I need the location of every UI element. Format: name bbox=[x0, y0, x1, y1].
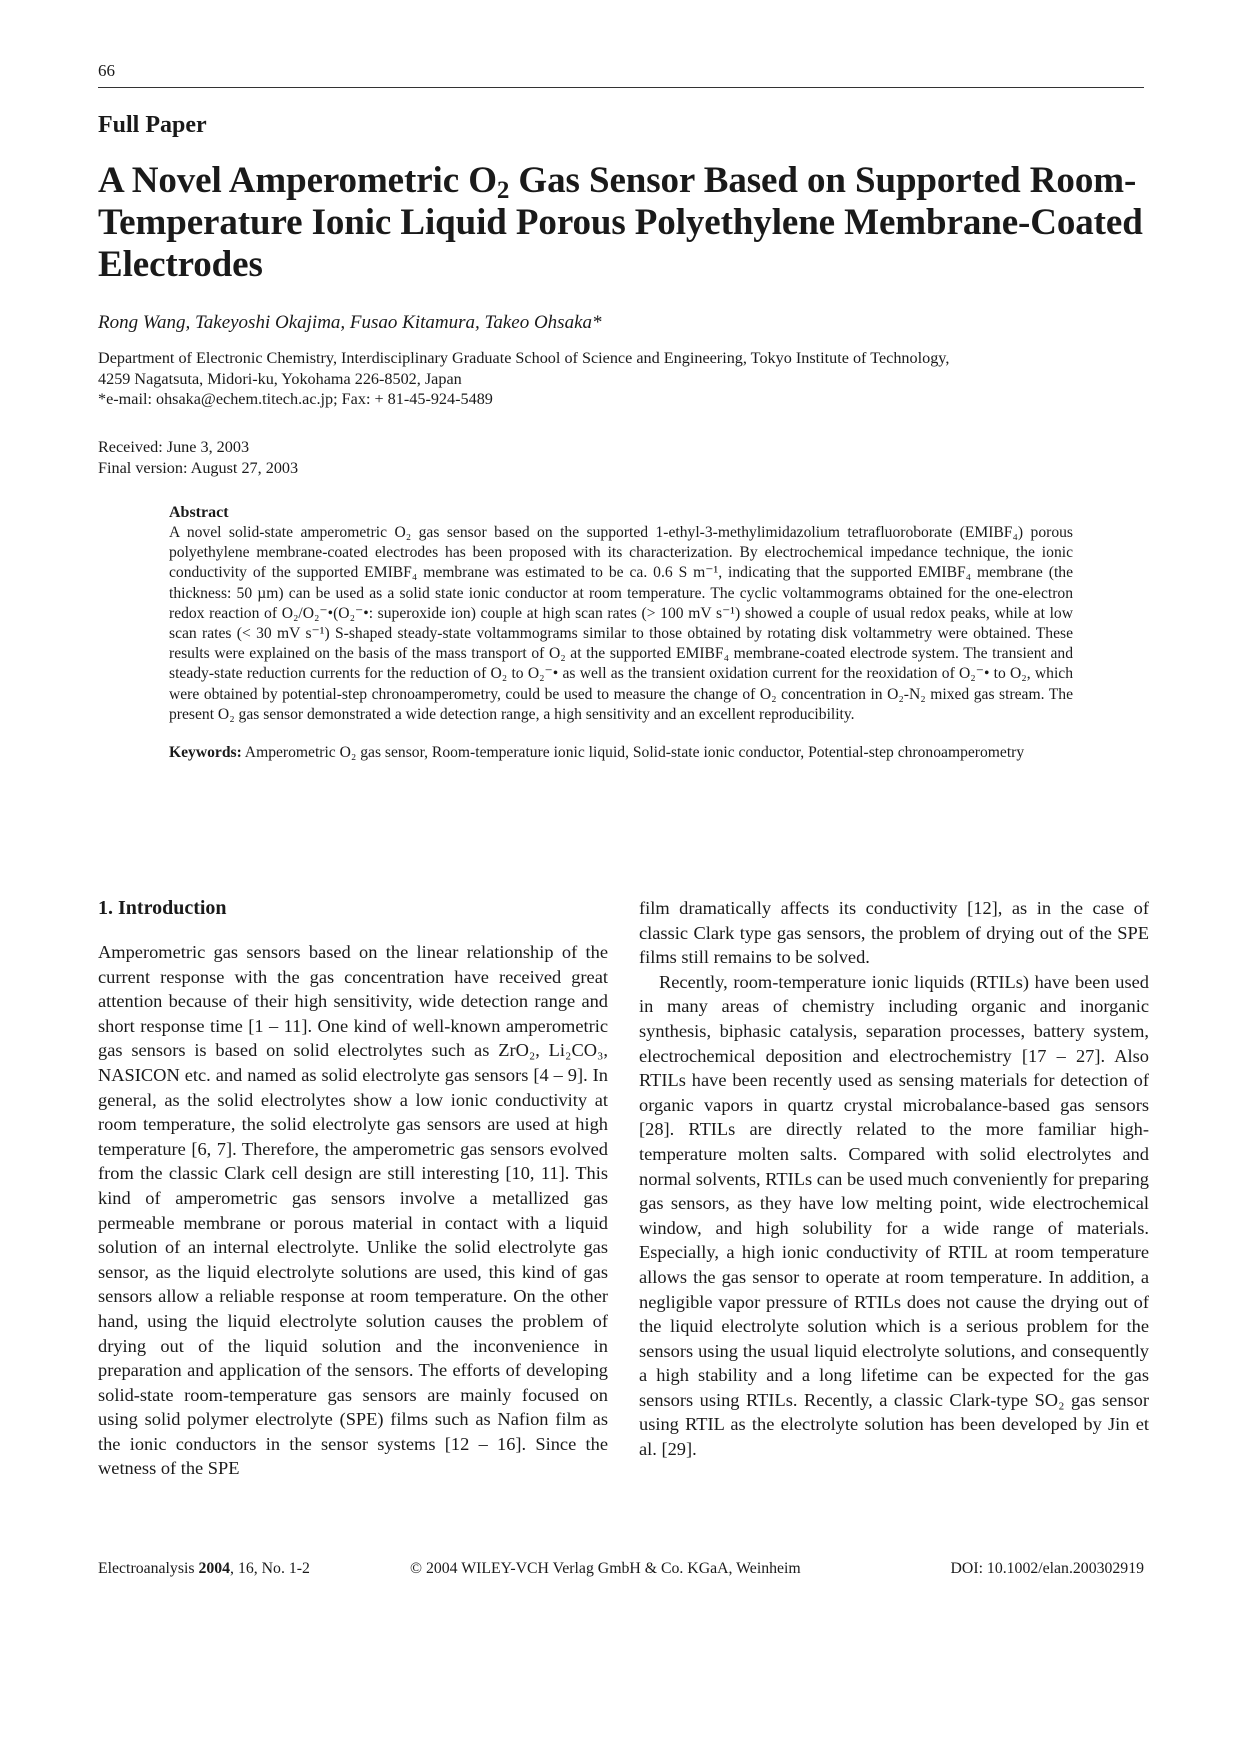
introduction-heading: 1. Introduction bbox=[98, 897, 227, 919]
journal-volume: , 16, No. 1-2 bbox=[230, 1560, 310, 1577]
section-label: Full Paper bbox=[98, 112, 207, 138]
abstract-section bbox=[169, 503, 1073, 763]
title-subscript: 2 bbox=[496, 177, 510, 204]
keywords-label: Keywords: bbox=[169, 744, 242, 762]
final-version-date: Final version: August 27, 2003 bbox=[98, 458, 299, 477]
journal-citation bbox=[98, 1560, 310, 1578]
received-date: Received: June 3, 2003 bbox=[98, 438, 250, 456]
title-part-2: Gas Sensor Based on Supported Room-Temperature Ionic Liquid Porous Polyethylene Membrane-Coated Electrodes bbox=[98, 160, 1143, 285]
body-paragraph: Amperometric gas sensors based on the linear relationship of the current response with the gas concentration have received great attention because of their high sensitivity, wide detection range and short response time [1 – 11]. One kind of well-known amperometric gas sensors is based on solid electrolytes such as ZrO₂, Li₂CO₃, NASICON etc. and named as solid electrolyte gas sensors [4 – 9]. In general, as the solid electrolytes show a low ionic conductivity at room temperature, the solid electrolyte gas sensors are used at high temperature [6, 7]. Therefore, the amperometric gas sensors evolved from the classic Clark cell design are still interesting [10, 11]. This kind of amperometric gas sensors involve a metallized gas permeable membrane or porous material in contact with a liquid solution of an internal electrolyte. Unlike the solid electrolyte gas sensor, as the liquid electrolyte solutions are used, this kind of gas sensors allow a reliable response at room temperature. On the other hand, using the liquid electrolyte solution causes the problem of drying out of the liquid solution and the inconvenience in preparation and application of the sensors. The efforts of developing solid-state room-temperature gas sensors are mainly focused on using solid polymer electrolyte (SPE) films such as Nafion film as the ionic conductors in the sensor systems [12 – 16]. Since the wetness of the SPE bbox=[98, 942, 608, 1479]
left-column bbox=[98, 896, 608, 1481]
article-dates bbox=[98, 437, 298, 478]
abstract-heading: Abstract bbox=[169, 504, 229, 521]
keywords bbox=[169, 743, 1073, 763]
title-part-1: A Novel Amperometric O bbox=[98, 160, 497, 201]
right-column bbox=[639, 896, 1149, 1462]
affiliation-line: Department of Electronic Chemistry, Interdisciplinary Graduate School of Science and Engineering, Tokyo Institute of Technology, bbox=[98, 349, 950, 367]
journal-year: 2004 bbox=[198, 1560, 231, 1577]
contact-line: *e-mail: ohsaka@echem.titech.ac.jp; Fax: + 81-45-924-5489 bbox=[98, 390, 493, 408]
affiliation bbox=[98, 348, 1148, 410]
article-title bbox=[98, 160, 1148, 286]
body-paragraph: film dramatically affects its conductivity [12], as in the case of classic Clark type gas sensors, the problem of drying out of the SPE films still remains to be solved. bbox=[639, 898, 1149, 968]
affiliation-line: 4259 Nagatsuta, Midori-ku, Yokohama 226-8502, Japan bbox=[98, 369, 462, 388]
body-paragraph: Recently, room-temperature ionic liquids (RTILs) have been used in many areas of chemistry including organic and inorganic synthesis, biphasic catalysis, separation processes, battery system, electrochemical deposition and electrochemistry [17 – 27]. Also RTILs have been recently used as sensing materials for detection of organic vapors in quartz crystal microbalance-based gas sensors [28]. RTILs are directly related to the more familiar high-temperature molten salts. Compared with solid electrolytes and normal solvents, RTILs can be used much conveniently for preparing gas sensors, as they have low melting point, wide electrochemical window, and high solubility for a wide range of materials. Especially, a high ionic conductivity of RTIL at room temperature allows the gas sensor to operate at room temperature. In addition, a negligible vapor pressure of RTILs does not cause the drying out of the liquid electrolyte solution which is a serious problem for the sensors using the usual liquid electrolyte solutions, and consequently a high stability and a long lifetime can be expected for the gas sensors using RTILs. Recently, a classic Clark-type SO₂ gas sensor using RTIL as the electrolyte solution has been developed by Jin et al. [29]. bbox=[639, 971, 1149, 1460]
doi: DOI: 10.1002/elan.200302919 bbox=[950, 1560, 1144, 1577]
copyright-notice: © 2004 WILEY-VCH Verlag GmbH & Co. KGaA, Weinheim bbox=[410, 1560, 801, 1577]
keywords-text: Amperometric O₂ gas sensor, Room-temperature ionic liquid, Solid-state ionic conductor, Potential-step chronoamperometry bbox=[241, 744, 1025, 762]
author-list: Rong Wang, Takeyoshi Okajima, Fusao Kitamura, Takeo Ohsaka* bbox=[98, 312, 602, 333]
abstract-text: A novel solid-state amperometric O₂ gas sensor based on the supported 1-ethyl-3-methylimidazolium tetrafluoroborate (EMIBF₄) porous polyethylene membrane-coated electrodes has been proposed with its characterization. By electrochemical impedance technique, the ionic conductivity of the supported EMIBF₄ membrane was estimated to be ca. 0.6 S m⁻¹, indicating that the supported EMIBF₄ membrane (the thickness: 50 µm) can be used as a solid state ionic conductor at room temperature. The cyclic voltammograms obtained for the one-electron redox reaction of O₂/O₂⁻•(O₂⁻•: superoxide ion) couple at high scan rates (> 100 mV s⁻¹) showed a couple of usual redox peaks, while at low scan rates (< 30 mV s⁻¹) S-shaped steady-state voltammograms similar to those obtained by rotating disk voltammetry were obtained. These results were explained on the basis of the mass transport of O₂ at the supported EMIBF₄ membrane-coated electrode system. The transient and steady-state reduction currents for the reduction of O₂ to O₂⁻• as well as the transient oxidation current for the reoxidation of O₂⁻• to O₂, which were obtained by potential-step chronoamperometry, could be used to measure the change of O₂ concentration in O₂-N₂ mixed gas stream. The present O₂ gas sensor demonstrated a wide detection range, a high sensitivity and an excellent reproducibility. bbox=[169, 524, 1073, 723]
journal-name: Electroanalysis bbox=[98, 1560, 199, 1577]
header-rule bbox=[98, 87, 1144, 88]
page-number: 66 bbox=[98, 61, 115, 80]
